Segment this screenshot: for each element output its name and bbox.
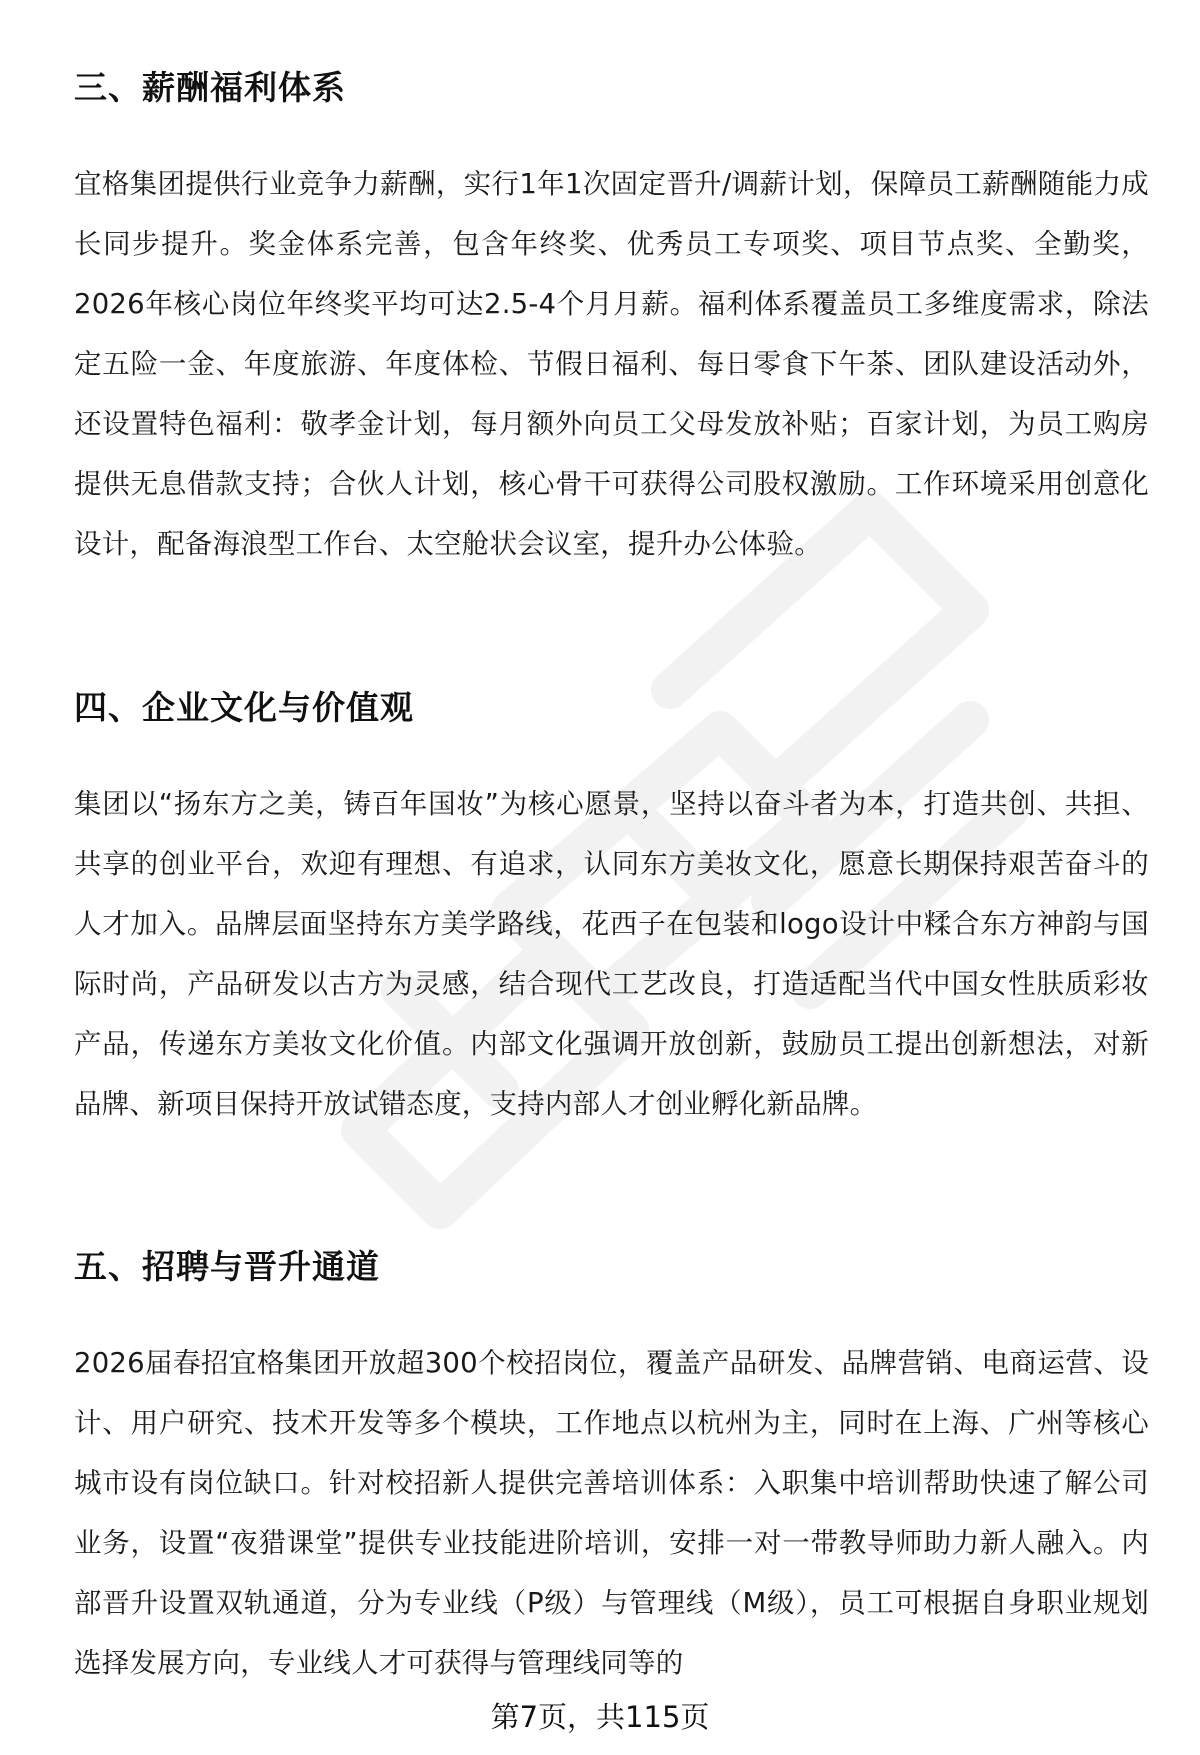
section-paragraph: 2026届春招宜格集团开放超300个校招岗位，覆盖产品研发、品牌营销、电商运营、设计、用户研究、技术开发等多个模块，工作地点以杭州为主，同时在上海、广州等核心城市设有岗位缺口。针对校招新人提供完善培训体系：入职集中培训帮助快速了解公司业务，设置“夜猎课堂”提供专业技能进阶培训，安排一对一带教导师助力新人融入。内部晋升设置双轨通道，分为专业线（P级）与管理线（M级），员工可根据自身职业规划选择发展方向，专业线人才可获得与管理线同等的 <box>74 1347 1149 1679</box>
section-paragraph: 集团以“扬东方之美，铸百年国妆”为核心愿景，坚持以奋斗者为本，打造共创、共担、共享的创业平台，欢迎有理想、有追求，认同东方美妆文化，愿意长期保持艰苦奋斗的人才加入。品牌层面坚持东方美学路线，花西子在包装和logo设计中糅合东方神韵与国际时尚，产品研发以古方为灵感，结合现代工艺改良，打造适配当代中国女性肤质彩妆产品，传递东方美妆文化价值。内部文化强调开放创新，鼓励员工提出创新想法，对新品牌、新项目保持开放试错态度，支持内部人才创业孵化新品牌。 <box>74 788 1149 1120</box>
section-paragraph: 宜格集团提供行业竞争力薪酬，实行1年1次固定晋升/调薪计划，保障员工薪酬随能力成长同步提升。奖金体系完善，包含年终奖、优秀员工专项奖、项目节点奖、全勤奖，2026年核心岗位年终奖平均可达2.5-4个月月薪。福利体系覆盖员工多维度需求，除法定五险一金、年度旅游、年度体检、节假日福利、每日零食下午茶、团队建设活动外，还设置特色福利：敬孝金计划，每月额外向员工父母发放补贴；百家计划，为员工购房提供无息借款支持；合伙人计划，核心骨干可获得公司股权激励。工作环境采用创意化设计，配备海浪型工作台、太空舱状会议室，提升办公体验。 <box>74 168 1149 560</box>
section-heading: 五、招聘与晋升通道 <box>74 1247 380 1286</box>
section-heading: 三、薪酬福利体系 <box>74 68 346 107</box>
section-recruitment <box>74 1247 1149 1693</box>
section-heading: 四、企业文化与价值观 <box>74 688 414 727</box>
page-number: 第7页，共115页 <box>490 1700 710 1734</box>
section-culture <box>74 688 1149 1134</box>
section-compensation <box>74 68 1149 574</box>
